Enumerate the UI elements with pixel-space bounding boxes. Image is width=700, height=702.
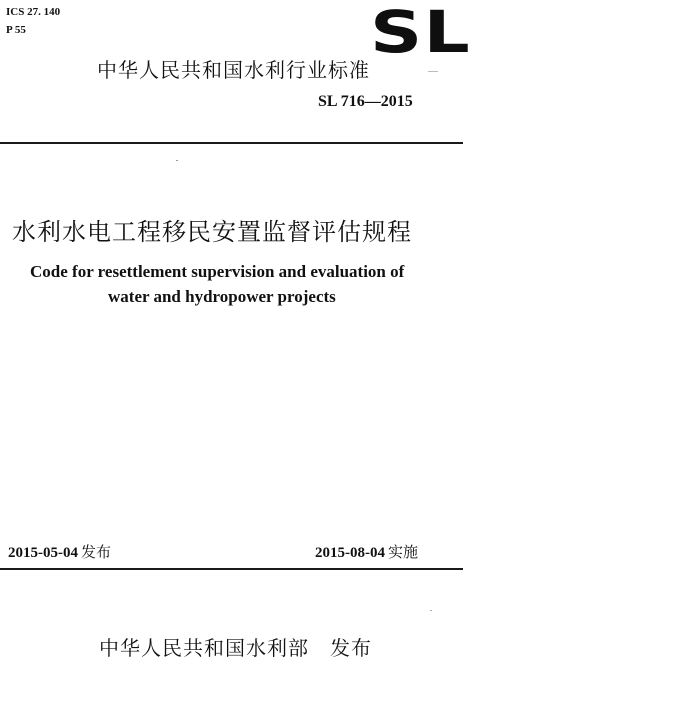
ics-code: ICS 27. 140 bbox=[6, 6, 61, 18]
issue-date-line bbox=[8, 541, 111, 562]
implementation-label: 实施 bbox=[388, 543, 419, 561]
document-title-chinese: 水利水电工程移民安置监督评估规程 bbox=[12, 218, 412, 246]
bottom-divider bbox=[0, 568, 463, 570]
classification-code: P 55 bbox=[6, 24, 26, 36]
sl-logo: SL bbox=[370, 0, 471, 66]
top-divider bbox=[0, 142, 463, 144]
implementation-date-line bbox=[315, 541, 418, 562]
document-title-english-line-1: Code for resettlement supervision and evaluation of bbox=[30, 262, 405, 281]
issuing-authority-heading: 中华人民共和国水利行业标准 bbox=[97, 58, 370, 82]
publisher-line: 中华人民共和国水利部 发布 bbox=[99, 636, 372, 660]
standard-number: SL 716—2015 bbox=[318, 93, 413, 110]
issue-label: 发布 bbox=[81, 543, 112, 561]
scan-speck bbox=[176, 160, 178, 161]
scan-speck bbox=[430, 610, 432, 611]
implementation-date: 2015-08-04 bbox=[315, 545, 385, 561]
issue-date: 2015-05-04 bbox=[8, 545, 78, 561]
decorative-dash bbox=[428, 71, 438, 72]
document-title-english-line-2: water and hydropower projects bbox=[108, 287, 336, 306]
